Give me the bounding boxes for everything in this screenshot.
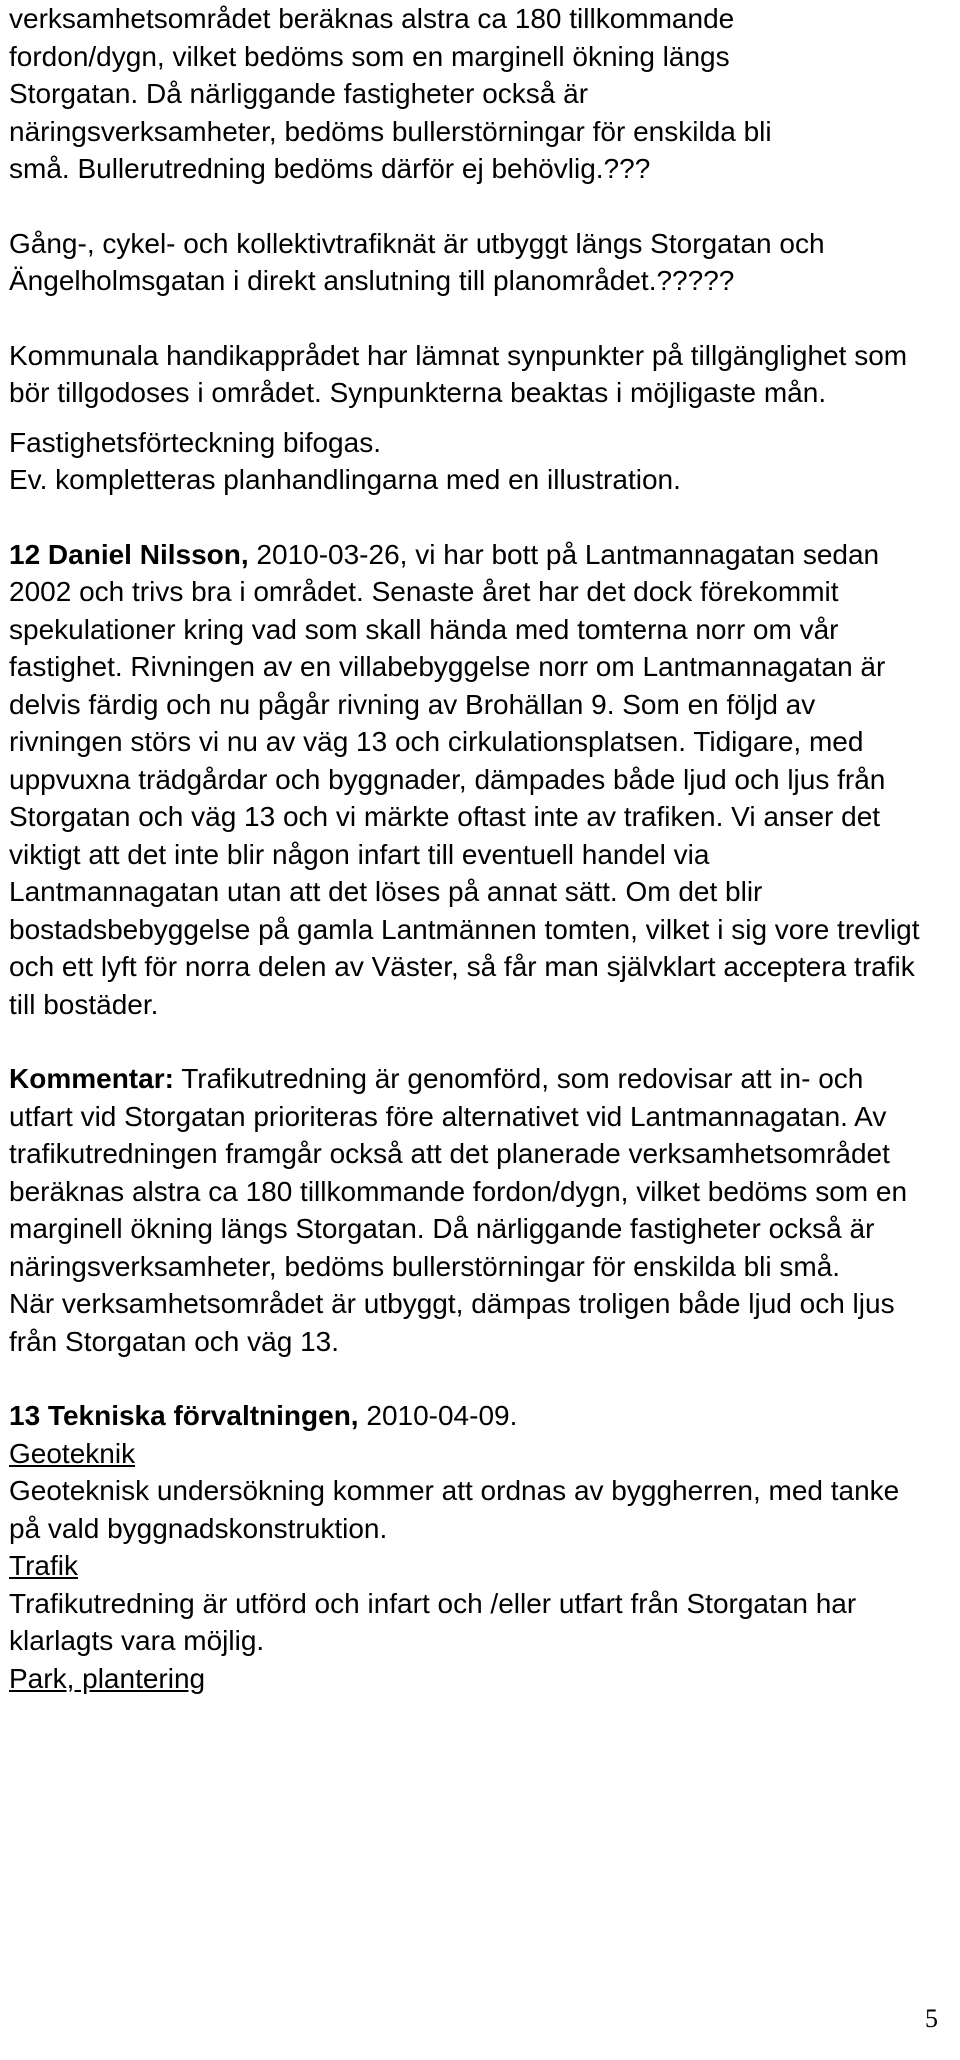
document-page — [9, 0, 924, 1697]
traffic-network-paragraph: Gång-, cykel- och kollektivtrafiknät är utbyggt längs Storgatan och Ängelholmsgatan i direkt anslutning till planområdet.????? — [9, 227, 825, 296]
geotech-heading: Geoteknik — [9, 1437, 136, 1469]
intro-line: näringsverksamheter, bedöms bullerstörningar för enskilda bli — [9, 115, 772, 147]
comment-body: Trafikutredning är genomförd, som redovisar att in- och utfart vid Storgatan prioriteras före alternativet vid Lantmannagatan. Av trafikutredningen framgår också att det planerade verksamhetsområdet beräknas alstra ca 180 tillkommande fordon/dygn, vilket bedöms som en marginell ökning längs Storgatan. Då närliggande fastigheter också är näringsverksamheter, bedöms bullerstörningar för enskilda bli små. — [9, 1063, 908, 1282]
section-12-heading: 12 Daniel Nilsson, — [9, 538, 249, 570]
intro-paragraph — [9, 0, 924, 188]
section-12-body: 2010-03-26, vi har bott på Lantmannagatan sedan 2002 och trivs bra i området. Senaste året har det dock förekommit spekulationer kring vad som skall hända med tomterna norr om vår fastighet. Rivningen av en villabebyggelse norr om Lantmannagatan är delvis färdig och nu pågår rivning av Brohällan 9. Som en följd av rivningen störs vi nu av väg 13 och cirkulationsplatsen. Tidigare, med uppvuxna trädgårdar och byggnader, dämpades både ljud och ljus från Storgatan och väg 13 och vi märkte oftast inte av trafiken. Vi anser det viktigt att det inte blir någon infart till eventuell handel via Lantmannagatan utan att det löses på annat sätt. Om det blir bostadsbebyggelse på gamla Lantmännen tomten, vilket i sig vore trevligt och ett lyft för norra delen av Väster, så får man självklart acceptera trafik till bostäder. — [9, 538, 920, 1020]
property-list-line: Fastighetsförteckning bifogas. — [9, 426, 381, 458]
geotech-body: Geoteknisk undersökning kommer att ordnas av byggherren, med tanke på vald byggnadskonstruktion. — [9, 1475, 900, 1544]
handicap-council-paragraph: Kommunala handikapprådet har lämnat synpunkter på tillgänglighet som bör tillgodoses i området. Synpunkterna beaktas i möjligaste mån. — [9, 339, 908, 408]
section-13-heading: 13 Tekniska förvaltningen, — [9, 1400, 359, 1431]
illustration-line: Ev. kompletteras planhandlingarna med en illustration. — [9, 464, 681, 495]
intro-line: små. Bullerutredning bedöms därför ej behövlig.??? — [9, 153, 651, 184]
section-12-paragraph — [9, 536, 924, 1024]
intro-line: Storgatan. Då närliggande fastigheter också är — [9, 78, 589, 109]
page-number: 5 — [925, 2004, 938, 2033]
comment-label: Kommentar: — [9, 1063, 174, 1094]
comment-line-2: När verksamhetsområdet är utbyggt, dämpas troligen både ljud och ljus från Storgatan och väg 13. — [9, 1288, 895, 1357]
traffic-heading: Trafik — [9, 1550, 78, 1581]
section-13-date: 2010-04-09. — [358, 1400, 518, 1431]
traffic-body: Trafikutredning är utförd och infart och /eller utfart från Storgatan har klarlagts vara möjlig. — [9, 1587, 857, 1656]
intro-line: fordon/dygn, vilket bedöms som en marginell ökning längs — [9, 40, 730, 72]
park-heading: Park, plantering — [9, 1662, 206, 1694]
intro-line: verksamhetsområdet beräknas alstra ca 180 tillkommande — [9, 3, 735, 34]
comment-paragraph — [9, 1060, 924, 1285]
section-13-heading-line — [9, 1397, 924, 1435]
